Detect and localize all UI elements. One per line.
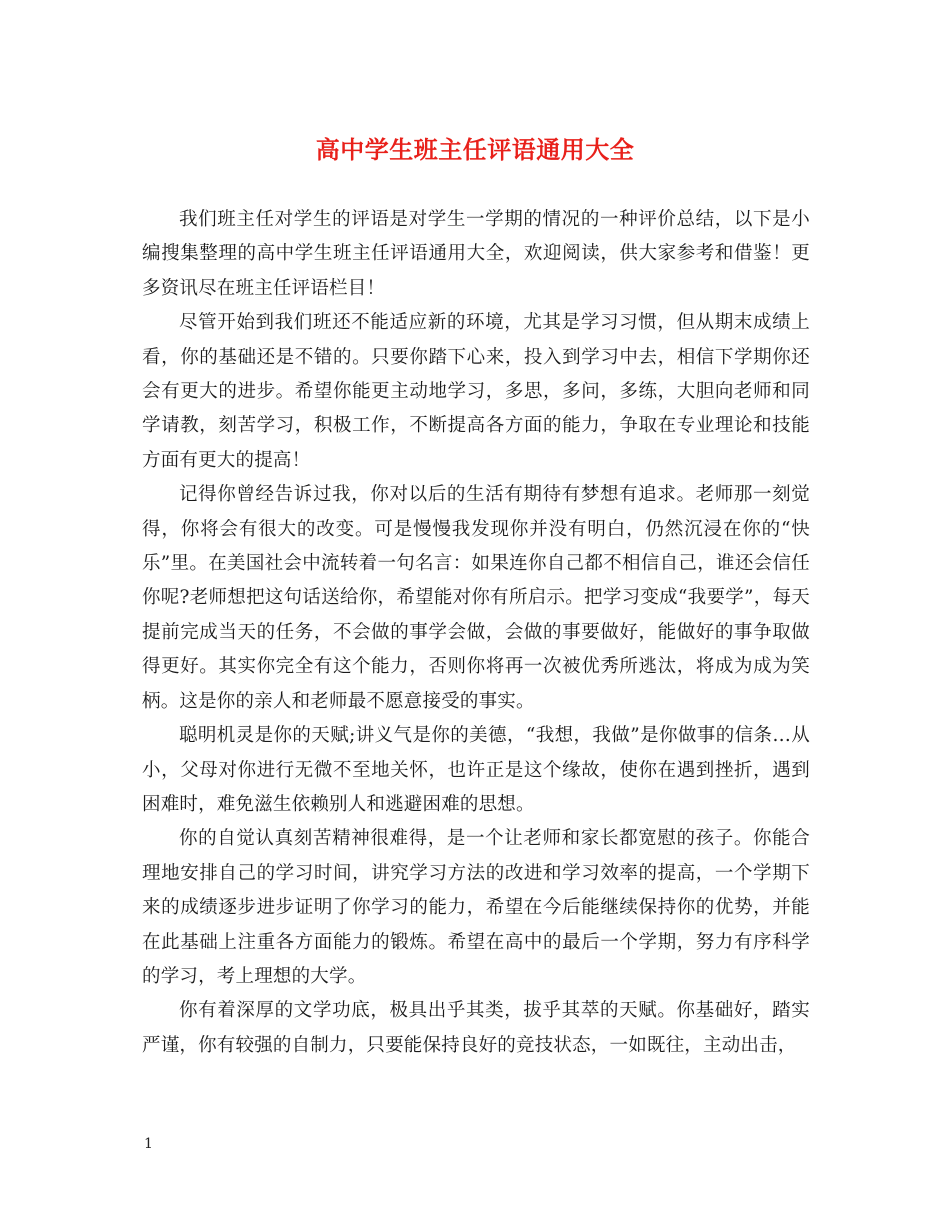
paragraph-comment-2: 记得你曾经告诉过我，你对以后的生活有期待有梦想有追求。老师那一刻觉得，你将会有很大的改变。可是慢慢我发现你并没有明白，仍然沉浸在你的“快乐”里。在美国社会中流转着一句名言：如果连你自己都不相信自己，谁还会信任你呢?老师想把这句话送给你，希望能对你有所启示。把学习变成“我要学”，每天提前完成当天的任务，不会做的事学会做，会做的事要做好，能做好的事争取做得更好。其实你完全有这个能力，否则你将再一次被优秀所逃汰，将成为成为笑柄。这是你的亲人和老师最不愿意接受的事实。 xyxy=(142,484,810,712)
page-number: 1 xyxy=(144,1136,153,1152)
paragraph-comment-1: 尽管开始到我们班还不能适应新的环境，尤其是学习习惯，但从期末成绩上看，你的基础还是不错的。只要你踏下心来，投入到学习中去，相信下学期你还会有更大的进步。希望你能更主动地学习，多思，多问，多练，大胆向老师和同学请教，刻苦学习，积极工作，不断提高各方面的能力，争取在专业理论和技能方面有更大的提高！ xyxy=(142,312,810,471)
paragraph-comment-4: 你的自觉认真刻苦精神很难得，是一个让老师和家长都宽慰的孩子。你能合理地安排自己的学习时间，讲究学习方法的改进和学习效率的提高，一个学期下来的成绩逐步进步证明了你学习的能力，希望在今后能继续保持你的优势，并能在此基础上注重各方面能力的锻炼。希望在高中的最后一个学期，努力有序科学的学习，考上理想的大学。 xyxy=(142,828,810,987)
paragraph-intro: 我们班主任对学生的评语是对学生一学期的情况的一种评价总结，以下是小编搜集整理的高中学生班主任评语通用大全，欢迎阅读，供大家参考和借鉴！更多资讯尽在班主任评语栏目！ xyxy=(142,209,810,299)
document-title: 高中学生班主任评语通用大全 xyxy=(315,135,635,164)
paragraph-comment-5: 你有着深厚的文学功底，极具出乎其类，拔乎其萃的天赋。你基础好，踏实严谨，你有较强的自制力，只要能保持良好的竞技状态，一如既往，主动出击， xyxy=(142,1000,810,1056)
paragraph-comment-3: 聪明机灵是你的天赋;讲义气是你的美德，“我想，我做”是你做事的信条…从小，父母对你进行无微不至地关怀，也许正是这个缘故，使你在遇到挫折，遇到困难时，难免滋生依赖别人和逃避困难的思想。 xyxy=(142,725,810,815)
document-body xyxy=(142,203,810,1063)
